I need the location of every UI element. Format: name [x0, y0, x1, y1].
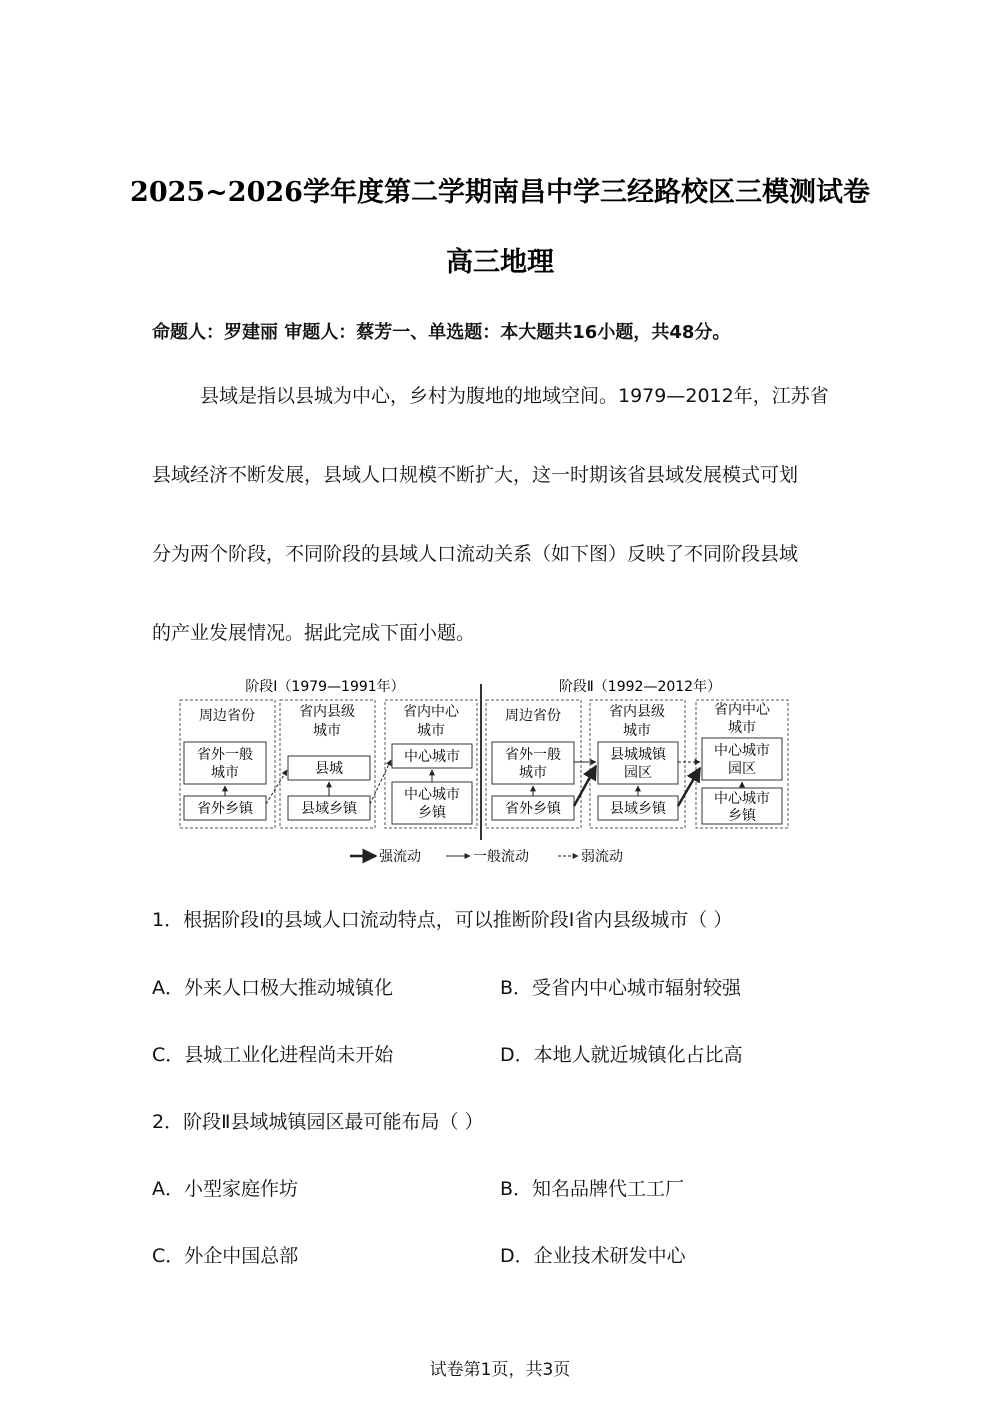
stage1-col2-label-line1: 省内县级 — [299, 704, 355, 720]
stage1-box-outer-town-label: 省外乡镇 — [197, 801, 253, 817]
question-2-stem: 2．阶段Ⅱ县域城镇园区最可能布局（ ） — [152, 1111, 484, 1133]
stage2-col3-label-line1: 省内中心 — [714, 702, 770, 718]
stage1-box-county-label: 县城 — [315, 761, 343, 777]
stage1-col2-label-line2: 城市 — [313, 723, 341, 739]
stage2-col3-label-line2: 城市 — [728, 720, 756, 736]
stage2-box-county-town-label: 县域乡镇 — [610, 801, 666, 817]
exam-title: 2025~2026学年度第二学期南昌中学三经路校区三模测试卷 — [130, 177, 870, 208]
question-1-option-a[interactable]: A．外来人口极大推动城镇化 — [152, 977, 393, 999]
stage1-box-outer-city-line2: 城市 — [211, 765, 239, 781]
stage1-box-county-town-label: 县域乡镇 — [301, 801, 357, 817]
stage1-arrow-outer-town-to-county-weak — [266, 770, 287, 804]
stage1-col1-label: 周边省份 — [199, 708, 255, 724]
stage1-group — [180, 700, 477, 828]
stage2-box-county-park-line1: 县城城镇 — [610, 747, 666, 763]
stage2-box-center-park-line1: 中心城市 — [714, 743, 770, 759]
question-2-option-d[interactable]: D．企业技术研发中心 — [500, 1245, 686, 1267]
passage-line-4: 的产业发展情况。据此完成下面小题。 — [152, 622, 476, 644]
passage-line-1: 县域是指以县城为中心，乡村为腹地的地域空间。1979—2012年，江苏省 — [200, 385, 829, 407]
stage2-arrow-outer-town-to-park-strong — [574, 766, 596, 806]
diagram-legend — [350, 848, 623, 865]
question-1-option-b[interactable]: B．受省内中心城市辐射较强 — [500, 977, 742, 999]
stage2-box-center-park-line2: 园区 — [728, 761, 756, 777]
subject-title: 高三地理 — [446, 247, 554, 278]
exam-meta: 命题人：罗建丽 审题人：蔡芳一、单选题：本大题共16小题，共48分。 — [152, 322, 731, 343]
stage2-arrow-county-town-to-center-strong — [678, 768, 700, 806]
stage1-col3-label-line2: 城市 — [417, 723, 445, 739]
question-1-option-c[interactable]: C．县城工业化进程尚未开始 — [152, 1044, 394, 1066]
page-footer: 试卷第1页，共3页 — [429, 1360, 571, 1380]
question-1-stem: 1．根据阶段Ⅰ的县域人口流动特点，可以推断阶段Ⅰ省内县级城市（ ） — [152, 909, 733, 931]
stage2-box-center-town-line1: 中心城市 — [714, 791, 770, 807]
passage-line-3: 分为两个阶段，不同阶段的县域人口流动关系（如下图）反映了不同阶段县域 — [152, 543, 799, 565]
legend-strong-label: 强流动 — [379, 849, 421, 865]
question-2-option-a[interactable]: A．小型家庭作坊 — [152, 1178, 298, 1200]
stage2-box-outer-town-label: 省外乡镇 — [505, 801, 561, 817]
passage-line-2: 县域经济不断发展，县域人口规模不断扩大，这一时期该省县域发展模式可划 — [152, 464, 799, 486]
stage1-box-center-city-label: 中心城市 — [404, 749, 460, 765]
stage1-box-outer-city-line1: 省外一般 — [197, 747, 253, 763]
legend-normal-label: 一般流动 — [473, 849, 529, 865]
population-flow-diagram — [170, 672, 800, 872]
stage1-box-center-town-line2: 乡镇 — [418, 805, 446, 821]
stage1-col3-label-line1: 省内中心 — [403, 704, 459, 720]
stage2-col1-label: 周边省份 — [505, 708, 561, 724]
stage2-box-center-town-line2: 乡镇 — [728, 808, 756, 824]
stage2-col2-label-line1: 省内县级 — [609, 704, 665, 720]
question-2-option-c[interactable]: C．外企中国总部 — [152, 1245, 299, 1267]
question-2-option-b[interactable]: B．知名品牌代工工厂 — [500, 1178, 685, 1200]
stage2-box-county-park-line2: 园区 — [624, 765, 652, 781]
stage1-title: 阶段Ⅰ（1979—1991年） — [245, 679, 405, 695]
stage2-col2-label-line2: 城市 — [623, 723, 651, 739]
stage2-box-outer-city-line1: 省外一般 — [505, 747, 561, 763]
stage2-group — [486, 700, 788, 828]
stage2-box-outer-city-line2: 城市 — [519, 765, 547, 781]
stage1-arrow-county-town-to-center-weak — [370, 760, 391, 804]
stage2-title: 阶段Ⅱ（1992—2012年） — [558, 679, 722, 695]
question-1-option-d[interactable]: D．本地人就近城镇化占比高 — [500, 1044, 743, 1066]
stage1-box-center-town-line1: 中心城市 — [404, 787, 460, 803]
legend-weak-label: 弱流动 — [581, 849, 623, 865]
